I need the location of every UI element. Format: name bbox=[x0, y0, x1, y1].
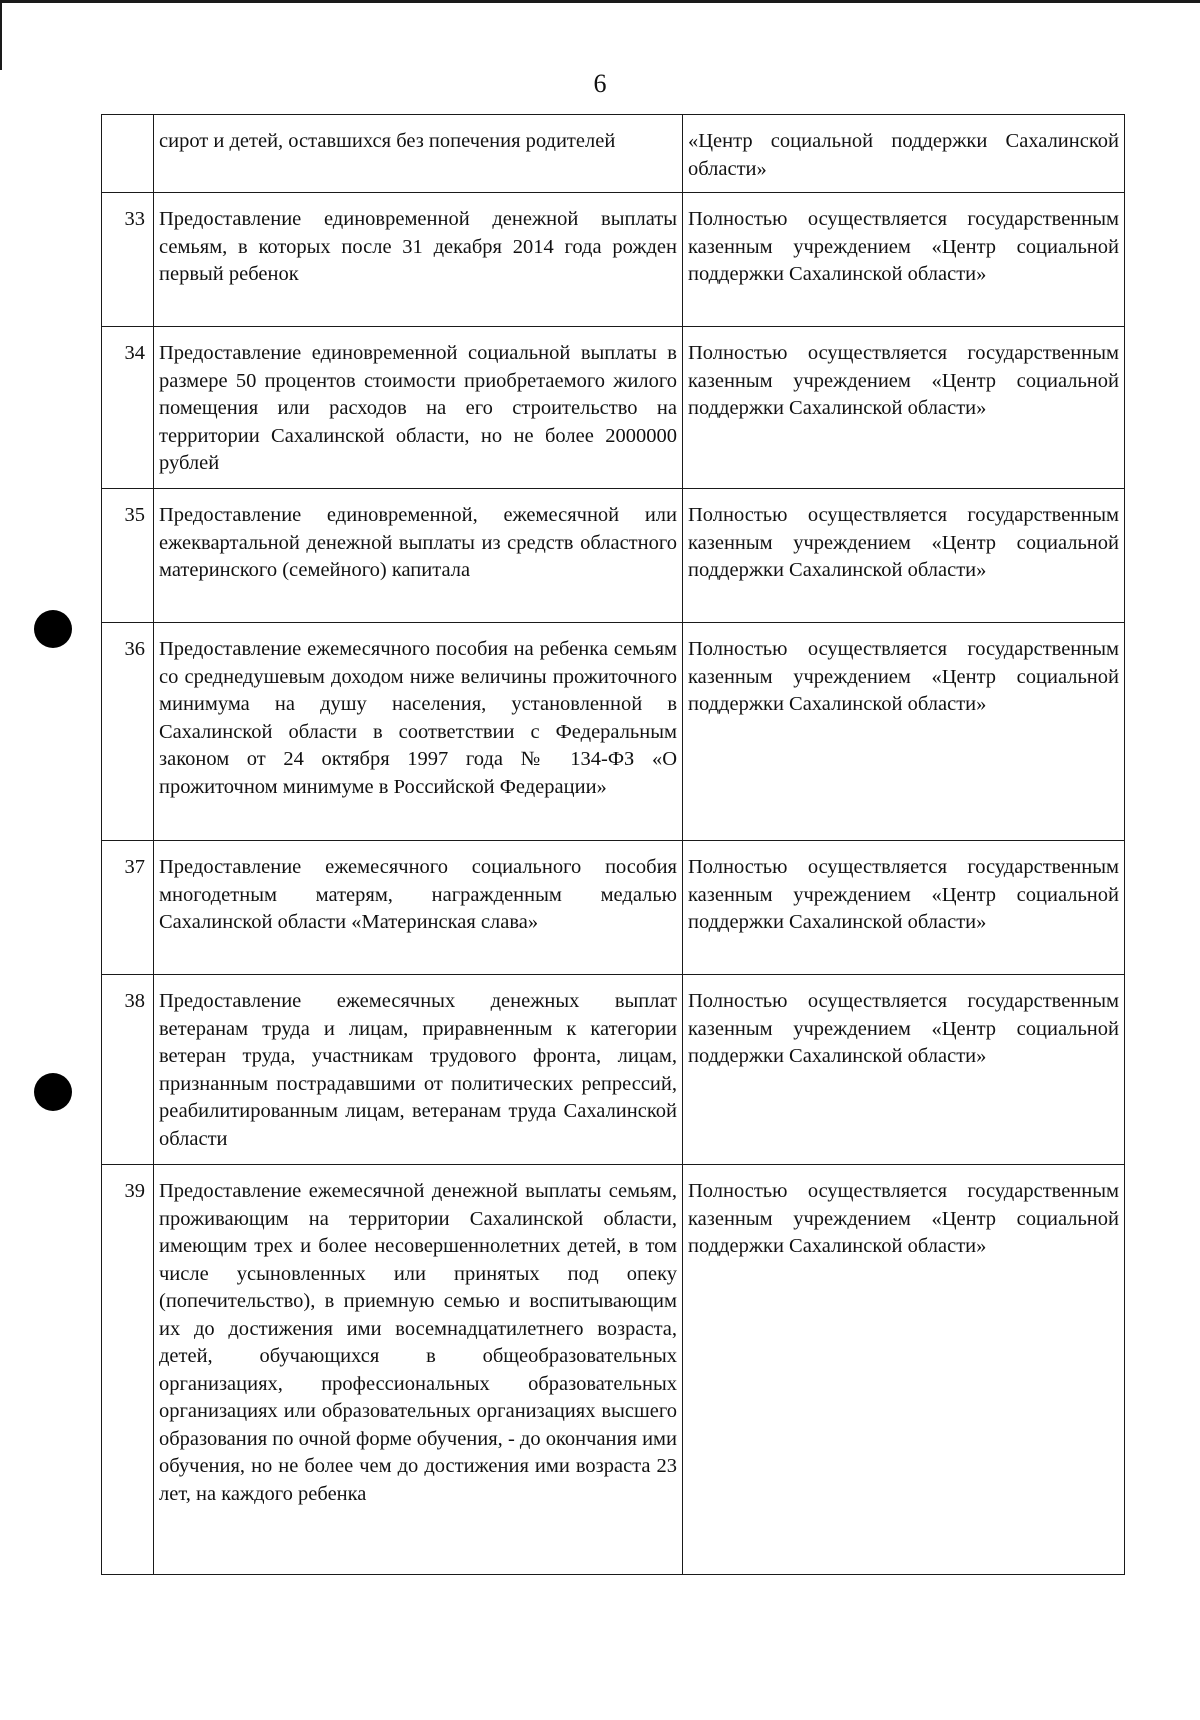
executor-description: Полностью осуществляется государственным казенным учреждением «Центр социальной поддержки Сахалинской области» bbox=[683, 975, 1125, 1165]
row-number: 39 bbox=[102, 1165, 154, 1575]
service-description: Предоставление ежемесячных денежных выплат ветеранам труда и лицам, приравненным к категории ветеран труда, участникам трудового фронта, лицам, признанным пострадавшими от политических репрессий, реабилитированным лицам, ветеранам труда Сахалинской области bbox=[154, 975, 683, 1165]
table-row bbox=[102, 115, 1125, 193]
executor-description: Полностью осуществляется государственным казенным учреждением «Центр социальной поддержки Сахалинской области» bbox=[683, 841, 1125, 975]
services-table bbox=[101, 114, 1125, 1575]
executor-description: Полностью осуществляется государственным казенным учреждением «Центр социальной поддержки Сахалинской области» bbox=[683, 327, 1125, 489]
executor-description: «Центр социальной поддержки Сахалинской области» bbox=[683, 115, 1125, 193]
table-row bbox=[102, 193, 1125, 327]
punch-hole-mark bbox=[34, 1073, 72, 1111]
page-number: 6 bbox=[593, 69, 607, 98]
row-number bbox=[102, 115, 154, 193]
row-number: 36 bbox=[102, 623, 154, 841]
table-row bbox=[102, 975, 1125, 1165]
scan-top-edge bbox=[0, 0, 1200, 3]
service-description: Предоставление единовременной денежной выплаты семьям, в которых после 31 декабря 2014 года рожден первый ребенок bbox=[154, 193, 683, 327]
scan-left-edge bbox=[0, 0, 2, 70]
service-description: Предоставление ежемесячной денежной выплаты семьям, проживающим на территории Сахалинской области, имеющим трех и более несовершеннолетних детей, в том числе усыновленных или принятых под опеку (попечительство), в приемную семью и воспитывающим их до достижения ими восемнадцатилетнего возраста, детей, обучающихся в общеобразовательных организациях, профессиональных образовательных организациях или образовательных организациях высшего образования по очной форме обучения, - до окончания ими обучения, но не более чем до достижения ими возраста 23 лет, на каждого ребенка bbox=[154, 1165, 683, 1575]
executor-description: Полностью осуществляется государственным казенным учреждением «Центр социальной поддержки Сахалинской области» bbox=[683, 1165, 1125, 1575]
row-number: 34 bbox=[102, 327, 154, 489]
service-description: Предоставление единовременной, ежемесячной или ежеквартальной денежной выплаты из средств областного материнского (семейного) капитала bbox=[154, 489, 683, 623]
row-number: 33 bbox=[102, 193, 154, 327]
table-row bbox=[102, 1165, 1125, 1575]
table-row bbox=[102, 489, 1125, 623]
punch-hole-mark bbox=[34, 610, 72, 648]
service-description: Предоставление ежемесячного пособия на ребенка семьям со среднедушевым доходом ниже величины прожиточного минимума на душу населения, установленной в Сахалинской области в соответствии с Федеральным законом от 24 октября 1997 года № 134-ФЗ «О прожиточном минимуме в Российской Федерации» bbox=[154, 623, 683, 841]
service-description: Предоставление ежемесячного социального пособия многодетным матерям, награжденным медалью Сахалинской области «Материнская слава» bbox=[154, 841, 683, 975]
executor-description: Полностью осуществляется государственным казенным учреждением «Центр социальной поддержки Сахалинской области» bbox=[683, 193, 1125, 327]
executor-description: Полностью осуществляется государственным казенным учреждением «Центр социальной поддержки Сахалинской области» bbox=[683, 623, 1125, 841]
table-row bbox=[102, 623, 1125, 841]
row-number: 37 bbox=[102, 841, 154, 975]
row-number: 38 bbox=[102, 975, 154, 1165]
table-row bbox=[102, 327, 1125, 489]
service-description: сирот и детей, оставшихся без попечения родителей bbox=[154, 115, 683, 193]
row-number: 35 bbox=[102, 489, 154, 623]
table-row bbox=[102, 841, 1125, 975]
executor-description: Полностью осуществляется государственным казенным учреждением «Центр социальной поддержки Сахалинской области» bbox=[683, 489, 1125, 623]
service-description: Предоставление единовременной социальной выплаты в размере 50 процентов стоимости приобретаемого жилого помещения или расходов на его строительство на территории Сахалинской области, но не более 2000000 рублей bbox=[154, 327, 683, 489]
